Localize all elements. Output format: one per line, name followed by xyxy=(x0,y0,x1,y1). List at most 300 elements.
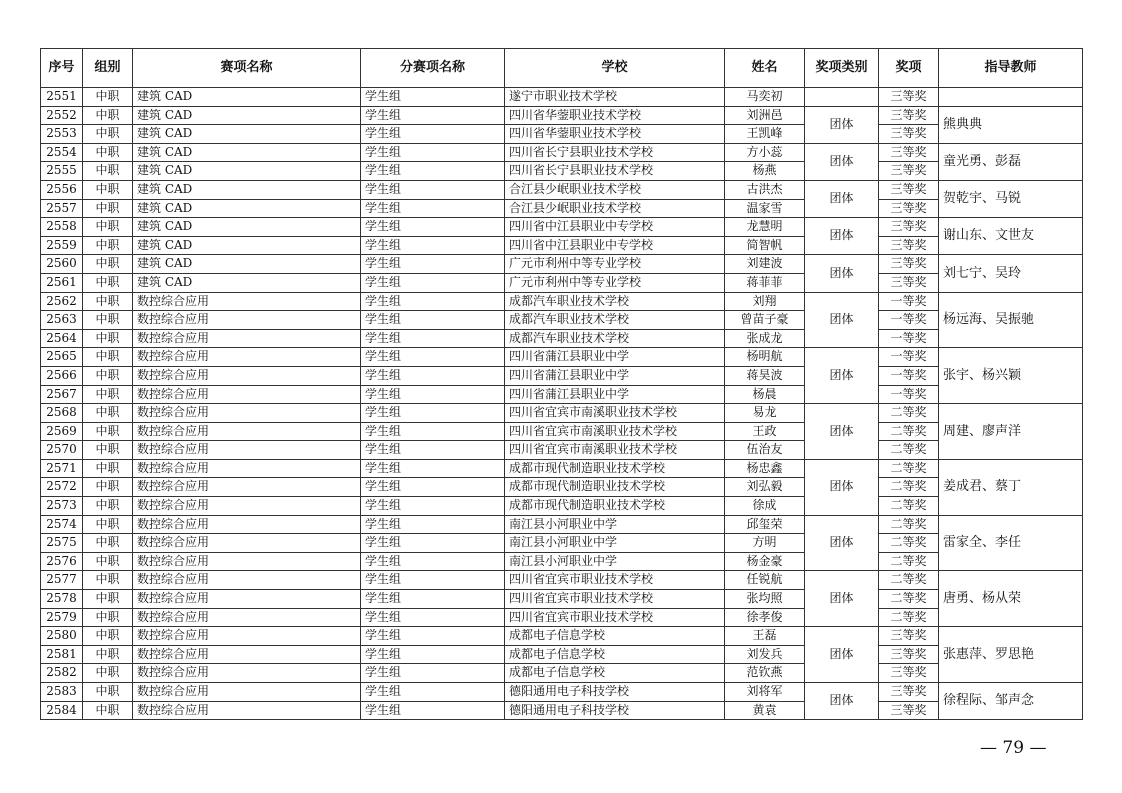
row-sub-event: 学生组 xyxy=(361,143,505,162)
row-sub-event: 学生组 xyxy=(361,88,505,107)
table-row xyxy=(41,515,1083,534)
row-number: 2562 xyxy=(41,292,83,311)
row-number: 2567 xyxy=(41,385,83,404)
table-row xyxy=(41,143,1083,162)
row-sub-event: 学生组 xyxy=(361,311,505,330)
row-school: 四川省华蓥职业技术学校 xyxy=(505,106,725,125)
row-teacher: 徐程际、邹声念 xyxy=(939,683,1083,720)
row-name: 蒋昊波 xyxy=(725,366,805,385)
row-event: 数控综合应用 xyxy=(133,292,361,311)
row-event: 建筑 CAD xyxy=(133,88,361,107)
row-number: 2565 xyxy=(41,348,83,367)
row-name: 杨忠鑫 xyxy=(725,459,805,478)
row-sub-event: 学生组 xyxy=(361,441,505,460)
row-group: 中职 xyxy=(83,683,133,702)
row-event: 数控综合应用 xyxy=(133,534,361,553)
row-sub-event: 学生组 xyxy=(361,422,505,441)
row-award: 三等奖 xyxy=(879,627,939,646)
row-award: 二等奖 xyxy=(879,590,939,609)
row-award-type xyxy=(805,88,879,107)
page-number: — 79 — xyxy=(980,738,1047,758)
row-sub-event: 学生组 xyxy=(361,478,505,497)
row-award-type: 团体 xyxy=(805,180,879,217)
row-name: 方明 xyxy=(725,534,805,553)
row-sub-event: 学生组 xyxy=(361,162,505,181)
row-event: 数控综合应用 xyxy=(133,645,361,664)
table-row xyxy=(41,329,1083,348)
row-name: 简智帆 xyxy=(725,236,805,255)
row-number: 2576 xyxy=(41,552,83,571)
row-name: 曾苗子豪 xyxy=(725,311,805,330)
row-event: 数控综合应用 xyxy=(133,478,361,497)
header-name: 姓名 xyxy=(725,49,805,88)
row-award: 三等奖 xyxy=(879,236,939,255)
row-award: 一等奖 xyxy=(879,385,939,404)
row-event: 数控综合应用 xyxy=(133,683,361,702)
row-group: 中职 xyxy=(83,478,133,497)
table-row xyxy=(41,683,1083,702)
table-row xyxy=(41,627,1083,646)
row-group: 中职 xyxy=(83,236,133,255)
header-award: 奖项 xyxy=(879,49,939,88)
row-school: 成都市现代制造职业技术学校 xyxy=(505,459,725,478)
row-award: 二等奖 xyxy=(879,478,939,497)
row-award: 二等奖 xyxy=(879,422,939,441)
header-sub-event: 分赛项名称 xyxy=(361,49,505,88)
row-school: 南江县小河职业中学 xyxy=(505,552,725,571)
row-number: 2577 xyxy=(41,571,83,590)
table-row xyxy=(41,218,1083,237)
row-award: 二等奖 xyxy=(879,497,939,516)
row-award: 二等奖 xyxy=(879,534,939,553)
row-award: 三等奖 xyxy=(879,106,939,125)
row-event: 建筑 CAD xyxy=(133,125,361,144)
row-award-type: 团体 xyxy=(805,571,879,627)
row-award: 三等奖 xyxy=(879,162,939,181)
row-event: 数控综合应用 xyxy=(133,515,361,534)
row-event: 建筑 CAD xyxy=(133,273,361,292)
row-school: 成都电子信息学校 xyxy=(505,664,725,683)
row-sub-event: 学生组 xyxy=(361,385,505,404)
table-row xyxy=(41,273,1083,292)
row-sub-event: 学生组 xyxy=(361,404,505,423)
row-group: 中职 xyxy=(83,125,133,144)
row-school: 四川省宜宾市职业技术学校 xyxy=(505,571,725,590)
row-award-type: 团体 xyxy=(805,459,879,515)
table-row xyxy=(41,571,1083,590)
table-row xyxy=(41,497,1083,516)
row-event: 建筑 CAD xyxy=(133,143,361,162)
row-number: 2561 xyxy=(41,273,83,292)
row-name: 温家雪 xyxy=(725,199,805,218)
row-award: 三等奖 xyxy=(879,664,939,683)
row-teacher: 熊典典 xyxy=(939,106,1083,143)
row-number: 2557 xyxy=(41,199,83,218)
row-award: 三等奖 xyxy=(879,199,939,218)
row-sub-event: 学生组 xyxy=(361,180,505,199)
row-name: 蒋菲菲 xyxy=(725,273,805,292)
row-group: 中职 xyxy=(83,329,133,348)
row-teacher: 童光勇、彭磊 xyxy=(939,143,1083,180)
row-sub-event: 学生组 xyxy=(361,459,505,478)
row-school: 四川省中江县职业中专学校 xyxy=(505,236,725,255)
row-number: 2558 xyxy=(41,218,83,237)
row-event: 数控综合应用 xyxy=(133,627,361,646)
row-event: 数控综合应用 xyxy=(133,571,361,590)
row-teacher: 贺乾宇、马锐 xyxy=(939,180,1083,217)
row-sub-event: 学生组 xyxy=(361,348,505,367)
table-row xyxy=(41,385,1083,404)
row-teacher: 姜成君、蔡丁 xyxy=(939,459,1083,515)
table-row xyxy=(41,311,1083,330)
row-school: 四川省宜宾市职业技术学校 xyxy=(505,608,725,627)
row-number: 2560 xyxy=(41,255,83,274)
row-teacher: 张惠萍、罗思艳 xyxy=(939,627,1083,683)
row-school: 四川省蒲江县职业中学 xyxy=(505,348,725,367)
row-award-type: 团体 xyxy=(805,683,879,720)
row-number: 2554 xyxy=(41,143,83,162)
row-sub-event: 学生组 xyxy=(361,608,505,627)
row-award: 一等奖 xyxy=(879,348,939,367)
row-school: 四川省长宁县职业技术学校 xyxy=(505,162,725,181)
row-school: 成都汽车职业技术学校 xyxy=(505,329,725,348)
row-award: 三等奖 xyxy=(879,645,939,664)
row-event: 数控综合应用 xyxy=(133,329,361,348)
row-school: 德阳通用电子科技学校 xyxy=(505,683,725,702)
table-row xyxy=(41,348,1083,367)
row-name: 范钦燕 xyxy=(725,664,805,683)
table-row xyxy=(41,701,1083,720)
row-group: 中职 xyxy=(83,701,133,720)
row-number: 2566 xyxy=(41,366,83,385)
row-group: 中职 xyxy=(83,311,133,330)
row-award: 二等奖 xyxy=(879,441,939,460)
row-name: 杨明航 xyxy=(725,348,805,367)
row-award-type: 团体 xyxy=(805,218,879,255)
row-number: 2584 xyxy=(41,701,83,720)
row-group: 中职 xyxy=(83,571,133,590)
row-teacher: 唐勇、杨从荣 xyxy=(939,571,1083,627)
row-school: 合江县少岷职业技术学校 xyxy=(505,199,725,218)
row-event: 数控综合应用 xyxy=(133,590,361,609)
row-school: 四川省蒲江县职业中学 xyxy=(505,366,725,385)
row-number: 2569 xyxy=(41,422,83,441)
row-award: 三等奖 xyxy=(879,143,939,162)
table-row xyxy=(41,404,1083,423)
row-name: 王凯峰 xyxy=(725,125,805,144)
row-number: 2575 xyxy=(41,534,83,553)
row-sub-event: 学生组 xyxy=(361,627,505,646)
row-event: 建筑 CAD xyxy=(133,162,361,181)
row-group: 中职 xyxy=(83,590,133,609)
row-award: 二等奖 xyxy=(879,608,939,627)
row-teacher: 雷家全、李任 xyxy=(939,515,1083,571)
row-number: 2572 xyxy=(41,478,83,497)
row-name: 徐成 xyxy=(725,497,805,516)
row-teacher: 周建、廖声洋 xyxy=(939,404,1083,460)
row-school: 成都电子信息学校 xyxy=(505,627,725,646)
row-number: 2551 xyxy=(41,88,83,107)
row-school: 四川省宜宾市南溪职业技术学校 xyxy=(505,404,725,423)
row-event: 数控综合应用 xyxy=(133,552,361,571)
row-name: 黄袁 xyxy=(725,701,805,720)
row-event: 数控综合应用 xyxy=(133,404,361,423)
row-school: 成都汽车职业技术学校 xyxy=(505,311,725,330)
table-row xyxy=(41,88,1083,107)
table-row xyxy=(41,478,1083,497)
row-school: 南江县小河职业中学 xyxy=(505,515,725,534)
row-event: 数控综合应用 xyxy=(133,366,361,385)
table-row xyxy=(41,590,1083,609)
row-number: 2571 xyxy=(41,459,83,478)
row-group: 中职 xyxy=(83,106,133,125)
row-school: 广元市利州中等专业学校 xyxy=(505,255,725,274)
row-award-type: 团体 xyxy=(805,515,879,571)
row-sub-event: 学生组 xyxy=(361,571,505,590)
header-event: 赛项名称 xyxy=(133,49,361,88)
row-school: 四川省华蓥职业技术学校 xyxy=(505,125,725,144)
row-award: 三等奖 xyxy=(879,218,939,237)
header-no: 序号 xyxy=(41,49,83,88)
row-award-type: 团体 xyxy=(805,404,879,460)
row-group: 中职 xyxy=(83,422,133,441)
row-award-type: 团体 xyxy=(805,292,879,348)
row-school: 四川省宜宾市南溪职业技术学校 xyxy=(505,422,725,441)
header-award-type: 奖项类别 xyxy=(805,49,879,88)
row-award: 三等奖 xyxy=(879,125,939,144)
row-school: 南江县小河职业中学 xyxy=(505,534,725,553)
row-group: 中职 xyxy=(83,645,133,664)
row-school: 四川省宜宾市职业技术学校 xyxy=(505,590,725,609)
row-award-type: 团体 xyxy=(805,627,879,683)
row-group: 中职 xyxy=(83,459,133,478)
row-number: 2570 xyxy=(41,441,83,460)
row-sub-event: 学生组 xyxy=(361,497,505,516)
row-number: 2552 xyxy=(41,106,83,125)
row-group: 中职 xyxy=(83,627,133,646)
row-name: 方小蕊 xyxy=(725,143,805,162)
row-event: 建筑 CAD xyxy=(133,199,361,218)
row-sub-event: 学生组 xyxy=(361,366,505,385)
row-award: 二等奖 xyxy=(879,459,939,478)
row-event: 数控综合应用 xyxy=(133,441,361,460)
row-event: 数控综合应用 xyxy=(133,348,361,367)
row-school: 成都市现代制造职业技术学校 xyxy=(505,497,725,516)
row-name: 刘弘毅 xyxy=(725,478,805,497)
row-sub-event: 学生组 xyxy=(361,552,505,571)
row-award: 一等奖 xyxy=(879,311,939,330)
row-number: 2564 xyxy=(41,329,83,348)
row-name: 杨燕 xyxy=(725,162,805,181)
row-sub-event: 学生组 xyxy=(361,273,505,292)
row-teacher: 谢山东、文世友 xyxy=(939,218,1083,255)
row-number: 2583 xyxy=(41,683,83,702)
row-name: 伍治友 xyxy=(725,441,805,460)
row-number: 2580 xyxy=(41,627,83,646)
row-event: 建筑 CAD xyxy=(133,180,361,199)
row-sub-event: 学生组 xyxy=(361,701,505,720)
row-name: 邱玺荣 xyxy=(725,515,805,534)
row-name: 杨晨 xyxy=(725,385,805,404)
row-name: 徐孝俊 xyxy=(725,608,805,627)
table-row xyxy=(41,199,1083,218)
header-group: 组别 xyxy=(83,49,133,88)
row-group: 中职 xyxy=(83,534,133,553)
row-number: 2553 xyxy=(41,125,83,144)
table-body xyxy=(41,88,1083,720)
row-school: 四川省中江县职业中专学校 xyxy=(505,218,725,237)
row-award: 二等奖 xyxy=(879,515,939,534)
row-award: 三等奖 xyxy=(879,255,939,274)
row-group: 中职 xyxy=(83,88,133,107)
row-school: 成都市现代制造职业技术学校 xyxy=(505,478,725,497)
table-row xyxy=(41,255,1083,274)
row-name: 马奕初 xyxy=(725,88,805,107)
row-sub-event: 学生组 xyxy=(361,292,505,311)
row-name: 刘翔 xyxy=(725,292,805,311)
row-sub-event: 学生组 xyxy=(361,199,505,218)
row-award: 三等奖 xyxy=(879,273,939,292)
row-group: 中职 xyxy=(83,404,133,423)
row-name: 龙慧明 xyxy=(725,218,805,237)
row-name: 易龙 xyxy=(725,404,805,423)
row-group: 中职 xyxy=(83,497,133,516)
table-row xyxy=(41,366,1083,385)
row-name: 王磊 xyxy=(725,627,805,646)
row-award: 一等奖 xyxy=(879,329,939,348)
table-row xyxy=(41,162,1083,181)
row-group: 中职 xyxy=(83,292,133,311)
row-award-type: 团体 xyxy=(805,106,879,143)
row-group: 中职 xyxy=(83,162,133,181)
row-group: 中职 xyxy=(83,348,133,367)
row-name: 张成龙 xyxy=(725,329,805,348)
row-award-type: 团体 xyxy=(805,143,879,180)
table-row xyxy=(41,422,1083,441)
header-school: 学校 xyxy=(505,49,725,88)
row-sub-event: 学生组 xyxy=(361,329,505,348)
row-event: 建筑 CAD xyxy=(133,255,361,274)
row-sub-event: 学生组 xyxy=(361,255,505,274)
row-group: 中职 xyxy=(83,608,133,627)
row-event: 建筑 CAD xyxy=(133,218,361,237)
row-name: 任锐航 xyxy=(725,571,805,590)
row-school: 德阳通用电子科技学校 xyxy=(505,701,725,720)
row-award: 三等奖 xyxy=(879,88,939,107)
table-row xyxy=(41,236,1083,255)
row-event: 建筑 CAD xyxy=(133,236,361,255)
row-sub-event: 学生组 xyxy=(361,683,505,702)
row-award: 三等奖 xyxy=(879,180,939,199)
row-school: 四川省蒲江县职业中学 xyxy=(505,385,725,404)
row-group: 中职 xyxy=(83,385,133,404)
table-row xyxy=(41,292,1083,311)
row-name: 刘建波 xyxy=(725,255,805,274)
row-group: 中职 xyxy=(83,664,133,683)
row-award-type: 团体 xyxy=(805,348,879,404)
award-table xyxy=(40,48,1083,720)
row-school: 成都电子信息学校 xyxy=(505,645,725,664)
row-sub-event: 学生组 xyxy=(361,125,505,144)
table-row xyxy=(41,180,1083,199)
row-award: 一等奖 xyxy=(879,292,939,311)
row-event: 数控综合应用 xyxy=(133,311,361,330)
table-row xyxy=(41,664,1083,683)
row-number: 2573 xyxy=(41,497,83,516)
row-name: 刘洲邑 xyxy=(725,106,805,125)
row-group: 中职 xyxy=(83,218,133,237)
row-award-type: 团体 xyxy=(805,255,879,292)
row-name: 杨金豪 xyxy=(725,552,805,571)
row-sub-event: 学生组 xyxy=(361,590,505,609)
row-school: 成都汽车职业技术学校 xyxy=(505,292,725,311)
row-number: 2563 xyxy=(41,311,83,330)
row-number: 2582 xyxy=(41,664,83,683)
row-group: 中职 xyxy=(83,552,133,571)
row-name: 张均照 xyxy=(725,590,805,609)
row-event: 数控综合应用 xyxy=(133,385,361,404)
row-number: 2574 xyxy=(41,515,83,534)
row-sub-event: 学生组 xyxy=(361,515,505,534)
row-event: 数控综合应用 xyxy=(133,497,361,516)
table-row xyxy=(41,106,1083,125)
row-school: 四川省长宁县职业技术学校 xyxy=(505,143,725,162)
row-teacher: 刘七宁、吴玲 xyxy=(939,255,1083,292)
table-row xyxy=(41,645,1083,664)
row-event: 数控综合应用 xyxy=(133,459,361,478)
table-row xyxy=(41,608,1083,627)
row-event: 建筑 CAD xyxy=(133,106,361,125)
row-school: 广元市利州中等专业学校 xyxy=(505,273,725,292)
row-number: 2556 xyxy=(41,180,83,199)
table-row xyxy=(41,534,1083,553)
row-name: 刘将军 xyxy=(725,683,805,702)
row-name: 刘发兵 xyxy=(725,645,805,664)
table-row xyxy=(41,552,1083,571)
row-number: 2579 xyxy=(41,608,83,627)
row-teacher: 杨远海、吴振驰 xyxy=(939,292,1083,348)
row-sub-event: 学生组 xyxy=(361,236,505,255)
row-number: 2559 xyxy=(41,236,83,255)
row-group: 中职 xyxy=(83,441,133,460)
row-sub-event: 学生组 xyxy=(361,218,505,237)
row-award: 三等奖 xyxy=(879,701,939,720)
row-group: 中职 xyxy=(83,366,133,385)
row-event: 数控综合应用 xyxy=(133,422,361,441)
row-sub-event: 学生组 xyxy=(361,106,505,125)
header-teacher: 指导教师 xyxy=(939,49,1083,88)
row-number: 2578 xyxy=(41,590,83,609)
row-sub-event: 学生组 xyxy=(361,645,505,664)
row-teacher xyxy=(939,88,1083,107)
row-sub-event: 学生组 xyxy=(361,534,505,553)
row-event: 数控综合应用 xyxy=(133,608,361,627)
row-award: 二等奖 xyxy=(879,404,939,423)
row-school: 四川省宜宾市南溪职业技术学校 xyxy=(505,441,725,460)
row-group: 中职 xyxy=(83,273,133,292)
row-group: 中职 xyxy=(83,180,133,199)
row-group: 中职 xyxy=(83,199,133,218)
table-row xyxy=(41,459,1083,478)
row-sub-event: 学生组 xyxy=(361,664,505,683)
row-name: 古洪杰 xyxy=(725,180,805,199)
row-group: 中职 xyxy=(83,255,133,274)
row-number: 2568 xyxy=(41,404,83,423)
row-award: 二等奖 xyxy=(879,571,939,590)
row-award: 一等奖 xyxy=(879,366,939,385)
row-school: 遂宁市职业技术学校 xyxy=(505,88,725,107)
row-award: 二等奖 xyxy=(879,552,939,571)
